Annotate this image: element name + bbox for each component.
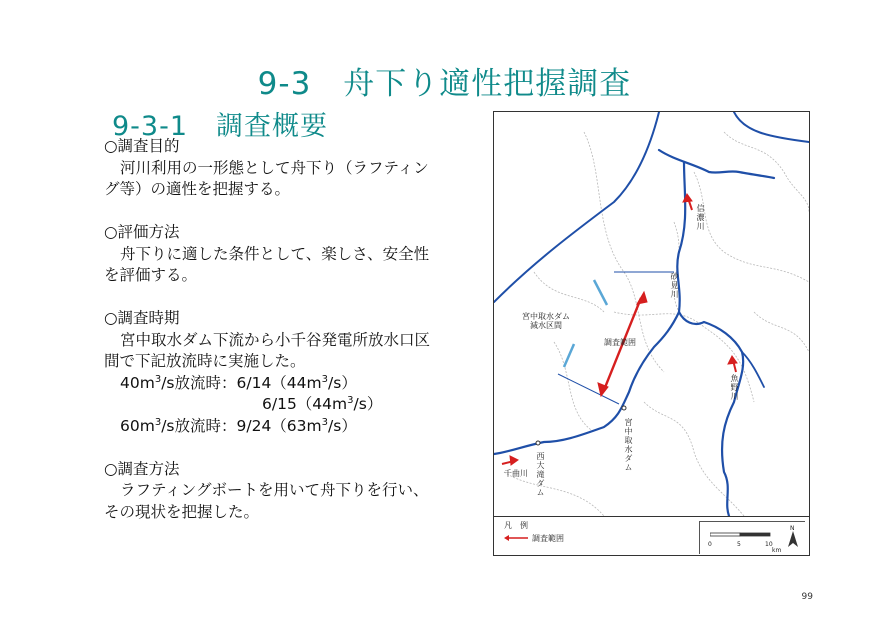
- scale-tick: 5: [737, 541, 741, 548]
- section-line: 舟下りに適した条件として、楽しさ、安全性: [120, 244, 430, 263]
- section-heading: ○調査時期: [104, 309, 180, 327]
- label-sagurigawa: 砂見川: [670, 272, 679, 299]
- north-label: N: [790, 525, 795, 532]
- section-line: を評価する。: [104, 266, 198, 284]
- page-number: 99: [801, 592, 813, 602]
- schedule-line: $6/15(44m^3/s)$: [262, 394, 383, 413]
- schedule-line: $60m^3/s$放流時：$9/24(63m^3/s)$: [120, 416, 357, 435]
- section-heading: ○評価方法: [104, 223, 180, 241]
- map-legend: [494, 516, 809, 556]
- schedule-line: $40m^3/s$放流時：$6/14(44m^3/s)$: [120, 373, 357, 392]
- legend-item-survey-range: 調査範囲: [532, 534, 564, 543]
- label-uonogawa: 魚野川: [730, 374, 739, 401]
- page-title: 9-3 舟下り適性把握調査: [257, 66, 632, 102]
- label-shinano-river: 信濃川: [696, 204, 705, 231]
- dam-markers: [536, 406, 626, 445]
- scale-unit: km: [772, 547, 782, 554]
- scale-bar-icon: [710, 532, 780, 540]
- label-reduced-section: 宮中取水ダム 減水区間: [522, 312, 570, 330]
- north-arrow-icon: [787, 531, 799, 549]
- section-line: グ等）の適性を把握する。: [104, 180, 291, 198]
- overview-text: [104, 136, 474, 523]
- section-heading: ○調査方法: [104, 459, 180, 478]
- section-line: 河川利用の一形態として舟下り（ラフティン: [120, 158, 429, 177]
- scale-box: [699, 521, 805, 554]
- label-nishiotaki-dam: 西大滝ダム: [536, 452, 545, 497]
- label-survey-range: 調査範囲: [604, 338, 636, 347]
- label-chikumagawa: 千曲川: [504, 469, 528, 478]
- scale-tick: 10: [765, 541, 773, 548]
- section-line: 宮中取水ダム下流から小千谷発電所放水口区: [120, 330, 431, 349]
- section-subtitle: 9-3-1 調査概要: [112, 111, 329, 142]
- label-miyanaka-dam: 宮中取水ダム: [624, 418, 633, 472]
- legend-title: 凡 例: [504, 521, 528, 530]
- section-line: ラフティングボートを用いて舟下りを行い、: [120, 481, 429, 499]
- river-map: [493, 111, 810, 556]
- scale-tick: 0: [708, 541, 712, 548]
- section-heading: ○調査目的: [104, 137, 180, 155]
- section-line: その現状を把握した。: [104, 502, 260, 521]
- section-line: 間で下記放流時に実施した。: [104, 352, 306, 370]
